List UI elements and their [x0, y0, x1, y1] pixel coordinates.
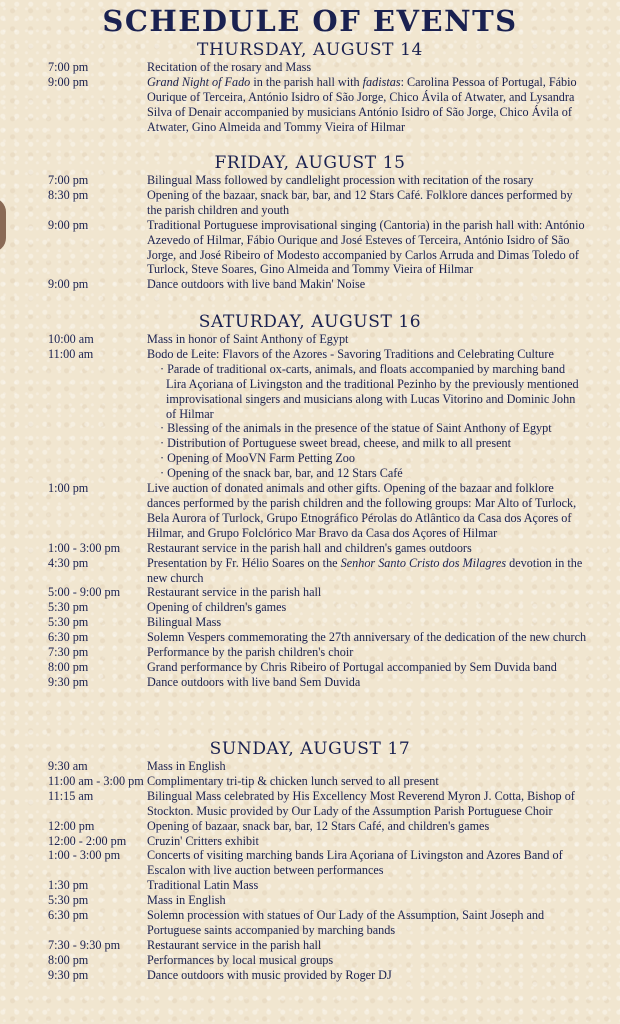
event-time: 9:00 pm [48, 277, 89, 292]
event-text: Dance outdoors with live band Makin' Noise [147, 277, 366, 292]
event-row [0, 188, 620, 218]
event-row [0, 277, 620, 292]
event-bullet: · Opening of MooVN Farm Petting Zoo [160, 451, 355, 466]
event-text: Mass in English [147, 893, 226, 908]
event-time: 5:30 pm [48, 893, 89, 908]
event-text: Dance outdoors with music provided by Roger DJ [147, 967, 392, 982]
event-time: 6:30 pm [48, 908, 89, 923]
event-time: 7:00 pm [48, 60, 89, 74]
event-time: 8:00 pm [48, 952, 89, 967]
event-text: Solemn procession with statues of Our Lady of the Assumption, Saint Joseph and Portuguese saints accompanied by marching bands [147, 908, 545, 937]
event-text: Cruzin' Critters exhibit [147, 833, 259, 848]
event-row [0, 481, 620, 541]
event-time: 6:30 pm [48, 630, 89, 645]
event-time: 8:30 pm [48, 187, 89, 202]
event-time: 1:30 pm [48, 878, 89, 893]
event-time: 11:00 am - 3:00 pm [48, 773, 144, 788]
page-title: SCHEDULE OF EVENTS [102, 4, 518, 38]
event-time: 5:00 - 9:00 pm [48, 585, 121, 600]
event-text: Live auction of donated animals and other gifts. Opening of the bazaar and folklore dances performed by the parish children and the following groups: Mar Alto of Turlock, Bela Aurora of Turlock, Grupo Etnográfico Pérolas do Atlântico da Casa dos Açores of Hilmar, and Grupo Folclórico Mar Bravo da Casa dos Açores of Hilmar [147, 481, 577, 540]
event-bullet: · Opening of the snack bar, bar, and 12 Stars Café [160, 466, 403, 481]
event-text: Concerts of visiting marching bands Lira Açoriana of Livingston and Azores Band of Escalon with live auction between performances [147, 848, 563, 878]
day-section-saturday [0, 312, 620, 690]
event-text: Traditional Portuguese improvisational singing (Cantoria) in the parish hall with: António Azevedo of Hilmar, Fábio Ourique and José Esteves of Terceira, António Isidro of São Jorge, and José Ribeiro of Modesto accompanied by Carlos Arruda and Dimas Toledo of Turlock, Steve Soares, Gino Almeida and Tommy Vieira of Hilmar [147, 217, 585, 277]
event-row [0, 834, 620, 849]
event-text: Opening of bazaar, snack bar, bar, 12 Stars Café, and children's games [147, 818, 490, 833]
event-time: 12:00 - 2:00 pm [48, 833, 127, 848]
event-text: Restaurant service in the parish hall and children's games outdoors [147, 540, 472, 555]
event-text: Mass in honor of Saint Anthony of Egypt [147, 332, 349, 346]
event-bullet: · Parade of traditional ox-carts, animals, and floats accompanied by marching band Lira Açoriana of Livingston and the traditional Pezinho by the previously mentioned improvisational singers and musicians along with Lucas Vitorino and Dominic John of Hilmar [160, 361, 579, 421]
event-text: Recitation of the rosary and Mass [147, 60, 312, 74]
event-row [0, 789, 620, 819]
event-row [0, 541, 620, 556]
event-row [0, 630, 620, 645]
event-text: Performance by the parish children's choir [147, 645, 354, 660]
event-bullet: · Blessing of the animals in the presence of the statue of Saint Anthony of Egypt [160, 421, 552, 436]
event-text: Grand performance by Chris Ribeiro of Portugal accompanied by Sem Duvida band [147, 659, 557, 674]
event-row [0, 908, 620, 938]
event-text: Performances by local musical groups [147, 952, 334, 967]
event-time: 1:00 pm [48, 481, 89, 496]
event-row [0, 893, 620, 908]
day-heading: SATURDAY, AUGUST 16 [198, 312, 422, 332]
event-text: Bilingual Mass celebrated by His Excellency Most Reverend Myron J. Cotta, Bishop of Stockton. Music provided by Our Lady of the Assumption Parish Portuguese Choir [147, 788, 575, 818]
day-section-friday [0, 153, 620, 292]
event-row [0, 675, 620, 690]
event-row [0, 645, 620, 660]
event-text: Dance outdoors with live band Sem Duvida [147, 674, 361, 689]
event-italic: Grand Night of Fado [147, 74, 251, 89]
event-row [0, 600, 620, 615]
event-time: 9:30 am [48, 759, 88, 773]
day-section-thursday [0, 40, 620, 135]
event-row [0, 585, 620, 600]
event-text-rest: : Carolina Pessoa of Portugal, Fábio Ourique of Terceira, António Isidro of São Jorge, Chico Ávila of Atwater, and Lysandra Silva of Denair accompanied by musicians António Isidro of São Jorge, Chico Ávila of Atwater, Gino Almeida and Tommy Vieira of Hilmar [147, 74, 577, 134]
event-time: 1:00 - 3:00 pm [48, 848, 121, 863]
event-row [0, 60, 620, 75]
event-row [0, 968, 620, 983]
event-text: Opening of the bazaar, snack bar, bar, and 12 Stars Café. Folklore dances performed by the parish children and youth [147, 187, 573, 217]
event-time: 11:15 am [48, 788, 94, 803]
event-text [147, 75, 587, 135]
event-time: 7:30 - 9:30 pm [48, 937, 121, 952]
event-row [0, 953, 620, 968]
event-time: 9:30 pm [48, 674, 89, 689]
event-row [0, 173, 620, 188]
event-text: Solemn Vespers commemorating the 27th anniversary of the dedication of the new church [147, 630, 587, 645]
day-heading: THURSDAY, AUGUST 14 [197, 40, 423, 60]
day-heading: FRIDAY, AUGUST 15 [214, 153, 406, 173]
event-time: 8:00 pm [48, 659, 89, 674]
event-time: 9:00 pm [48, 217, 89, 232]
event-text: Bodo de Leite: Flavors of the Azores - Savoring Traditions and Celebrating Culture [147, 346, 554, 361]
day-section-sunday [0, 739, 620, 983]
event-row [0, 759, 620, 774]
event-row [0, 660, 620, 675]
event-text: Complimentary tri-tip & chicken lunch served to all present [147, 773, 439, 788]
event-text: Bilingual Mass followed by candlelight procession with recitation of the rosary [147, 173, 534, 187]
event-text: Restaurant service in the parish hall [147, 585, 322, 600]
event-row [0, 347, 620, 362]
event-row [0, 774, 620, 789]
event-italic: Senhor Santo Cristo dos Milagres [340, 555, 507, 570]
event-time: 9:30 pm [48, 967, 89, 982]
event-time: 10:00 am [48, 332, 94, 346]
event-row [0, 556, 620, 586]
event-time: 1:00 - 3:00 pm [48, 540, 121, 555]
event-time: 12:00 pm [48, 818, 95, 833]
event-time: 7:30 pm [48, 645, 89, 660]
event-time: 4:30 pm [48, 555, 89, 570]
event-text: Bilingual Mass [147, 615, 222, 630]
event-row [0, 218, 620, 278]
event-text-tail: devotion in the new church [147, 555, 583, 585]
event-text-mid: in the parish hall with [250, 74, 363, 89]
event-row [0, 75, 620, 135]
event-italic: fadistas [362, 74, 401, 89]
event-row [0, 848, 620, 878]
event-text: Restaurant service in the parish hall [147, 937, 322, 952]
event-text [147, 556, 587, 586]
event-row [0, 938, 620, 953]
day-heading: SUNDAY, AUGUST 17 [209, 739, 411, 759]
event-time: 9:00 pm [48, 74, 89, 89]
event-row [0, 332, 620, 347]
event-row [0, 615, 620, 630]
event-row [0, 819, 620, 834]
event-text: Traditional Latin Mass [147, 878, 259, 893]
event-bullet: · Distribution of Portuguese sweet bread, cheese, and milk to all present [160, 436, 511, 451]
event-time: 5:30 pm [48, 600, 89, 615]
event-text: Opening of children's games [147, 600, 287, 615]
event-time: 5:30 pm [48, 615, 89, 630]
event-time: 7:00 pm [48, 173, 89, 187]
event-text: Mass in English [147, 759, 226, 773]
event-row [0, 878, 620, 893]
event-time: 11:00 am [48, 346, 94, 361]
event-text-lead: Presentation by Fr. Hélio Soares on the [147, 555, 341, 570]
